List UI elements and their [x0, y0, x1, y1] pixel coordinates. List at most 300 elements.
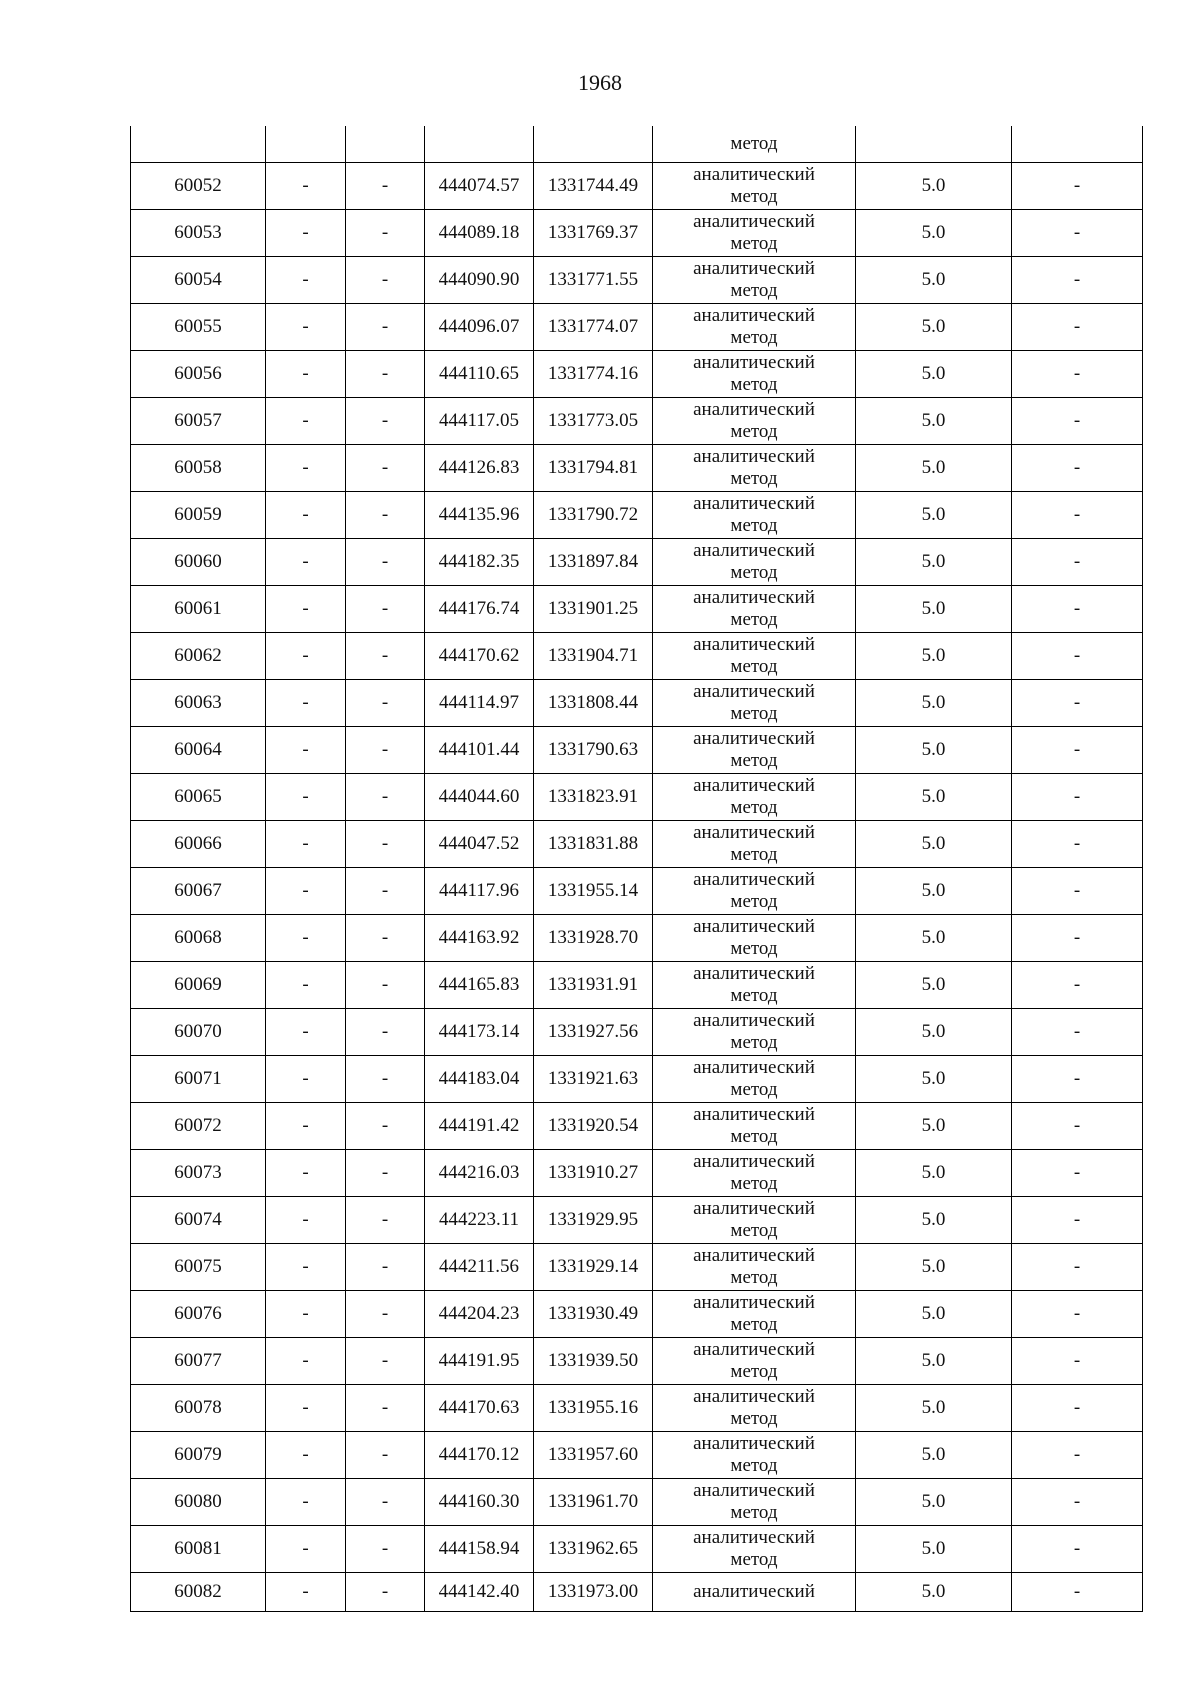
- method-cell: [653, 351, 856, 398]
- point-id-cell: 60072: [131, 1103, 266, 1150]
- column-2-cell: -: [266, 1432, 346, 1479]
- point-id-cell: 60059: [131, 492, 266, 539]
- x-coordinate-cell: 444216.03: [425, 1150, 534, 1197]
- point-id-cell: 60077: [131, 1338, 266, 1385]
- column-2-cell: -: [266, 1056, 346, 1103]
- x-coordinate-cell: 444142.40: [425, 1573, 534, 1612]
- x-coordinate-cell: 444163.92: [425, 915, 534, 962]
- column-3-cell: -: [346, 492, 425, 539]
- column-3-cell: -: [346, 351, 425, 398]
- method-line-1: аналитический: [693, 399, 815, 420]
- x-coordinate-cell: 444176.74: [425, 586, 534, 633]
- method-line-2: метод: [730, 844, 778, 865]
- column-2-cell: -: [266, 1009, 346, 1056]
- method-line-2: метод: [730, 374, 778, 395]
- point-id-cell: 60054: [131, 257, 266, 304]
- method-cell: [653, 492, 856, 539]
- note-cell: -: [1012, 445, 1143, 492]
- accuracy-cell: 5.0: [856, 1103, 1012, 1150]
- column-3-cell: -: [346, 257, 425, 304]
- note-cell: -: [1012, 1197, 1143, 1244]
- method-line-2: метод: [730, 421, 778, 442]
- note-cell: -: [1012, 492, 1143, 539]
- table-row: [131, 727, 1143, 774]
- y-coordinate-cell: 1331927.56: [534, 1009, 653, 1056]
- method-line-2: метод: [730, 468, 778, 489]
- method-text: [653, 1010, 855, 1054]
- table-row: [131, 1479, 1143, 1526]
- method-line-1: аналитический: [693, 1292, 815, 1313]
- accuracy-cell: 5.0: [856, 1385, 1012, 1432]
- method-cell: [653, 1244, 856, 1291]
- method-text: [653, 493, 855, 537]
- method-line-2: метод: [730, 1502, 778, 1523]
- method-line-2: метод: [730, 186, 778, 207]
- note-cell: -: [1012, 1056, 1143, 1103]
- note-cell: -: [1012, 962, 1143, 1009]
- table-row: [131, 210, 1143, 257]
- method-text: [653, 1198, 855, 1242]
- method-line-1: аналитический: [693, 164, 815, 185]
- column-2-cell: -: [266, 539, 346, 586]
- x-coordinate-cell: 444183.04: [425, 1056, 534, 1103]
- accuracy-cell: 5.0: [856, 1291, 1012, 1338]
- note-cell: -: [1012, 586, 1143, 633]
- accuracy-cell: 5.0: [856, 1056, 1012, 1103]
- y-coordinate-cell: 1331957.60: [534, 1432, 653, 1479]
- y-coordinate-cell: 1331769.37: [534, 210, 653, 257]
- x-coordinate-cell: 444223.11: [425, 1197, 534, 1244]
- column-3-cell: -: [346, 1150, 425, 1197]
- method-cell: [653, 1056, 856, 1103]
- column-2-cell: -: [266, 210, 346, 257]
- column-2-cell: -: [266, 1103, 346, 1150]
- x-coordinate-cell: 444044.60: [425, 774, 534, 821]
- table-row: [131, 1526, 1143, 1573]
- method-line-1: аналитический: [693, 1527, 815, 1548]
- note-cell: -: [1012, 633, 1143, 680]
- method-cell: [653, 821, 856, 868]
- method-line-2: метод: [730, 985, 778, 1006]
- method-line-2: метод: [730, 1549, 778, 1570]
- table-cell: [266, 126, 346, 163]
- y-coordinate-cell: 1331928.70: [534, 915, 653, 962]
- column-2-cell: -: [266, 1526, 346, 1573]
- note-cell: -: [1012, 680, 1143, 727]
- table-row: [131, 1338, 1143, 1385]
- x-coordinate-cell: 444114.97: [425, 680, 534, 727]
- column-3-cell: -: [346, 539, 425, 586]
- column-3-cell: -: [346, 398, 425, 445]
- y-coordinate-cell: 1331930.49: [534, 1291, 653, 1338]
- method-cell: [653, 1338, 856, 1385]
- x-coordinate-cell: 444090.90: [425, 257, 534, 304]
- accuracy-cell: 5.0: [856, 633, 1012, 680]
- method-cell: [653, 1526, 856, 1573]
- point-id-cell: 60061: [131, 586, 266, 633]
- note-cell: -: [1012, 1526, 1143, 1573]
- point-id-cell: 60081: [131, 1526, 266, 1573]
- accuracy-cell: 5.0: [856, 492, 1012, 539]
- column-3-cell: -: [346, 1103, 425, 1150]
- accuracy-cell: 5.0: [856, 1432, 1012, 1479]
- y-coordinate-cell: 1331904.71: [534, 633, 653, 680]
- y-coordinate-cell: 1331931.91: [534, 962, 653, 1009]
- column-3-cell: -: [346, 962, 425, 1009]
- method-cell: [653, 445, 856, 492]
- table-row: [131, 1150, 1143, 1197]
- method-cell: [653, 1385, 856, 1432]
- note-cell: -: [1012, 727, 1143, 774]
- note-cell: -: [1012, 257, 1143, 304]
- note-cell: -: [1012, 1244, 1143, 1291]
- method-line-2: метод: [730, 1126, 778, 1147]
- method-line-1: аналитический: [693, 869, 815, 890]
- point-id-cell: 60076: [131, 1291, 266, 1338]
- table-row: [131, 304, 1143, 351]
- method-text: [653, 963, 855, 1007]
- method-text: [653, 211, 855, 255]
- y-coordinate-cell: 1331939.50: [534, 1338, 653, 1385]
- point-id-cell: 60058: [131, 445, 266, 492]
- method-line-2: метод: [730, 327, 778, 348]
- method-cell: [653, 539, 856, 586]
- x-coordinate-cell: 444074.57: [425, 163, 534, 210]
- column-2-cell: -: [266, 1338, 346, 1385]
- method-cell: [653, 1103, 856, 1150]
- note-cell: -: [1012, 1573, 1143, 1612]
- point-id-cell: 60062: [131, 633, 266, 680]
- column-3-cell: -: [346, 586, 425, 633]
- accuracy-cell: 5.0: [856, 1526, 1012, 1573]
- x-coordinate-cell: 444165.83: [425, 962, 534, 1009]
- accuracy-cell: 5.0: [856, 445, 1012, 492]
- x-coordinate-cell: 444135.96: [425, 492, 534, 539]
- method-cell: [653, 727, 856, 774]
- method-cell: метод: [653, 126, 856, 163]
- accuracy-cell: 5.0: [856, 351, 1012, 398]
- point-id-cell: 60080: [131, 1479, 266, 1526]
- continuation-row: [131, 126, 1143, 163]
- method-text: [653, 1433, 855, 1477]
- column-3-cell: -: [346, 915, 425, 962]
- table-row: [131, 351, 1143, 398]
- method-line-1: аналитический: [693, 305, 815, 326]
- method-text: [653, 775, 855, 819]
- y-coordinate-cell: 1331794.81: [534, 445, 653, 492]
- accuracy-cell: 5.0: [856, 586, 1012, 633]
- method-text: [653, 1292, 855, 1336]
- y-coordinate-cell: 1331929.95: [534, 1197, 653, 1244]
- column-3-cell: -: [346, 1432, 425, 1479]
- method-line-2: метод: [730, 1455, 778, 1476]
- accuracy-cell: 5.0: [856, 680, 1012, 727]
- table-row: [131, 680, 1143, 727]
- y-coordinate-cell: 1331955.14: [534, 868, 653, 915]
- method-line-1: аналитический: [693, 1245, 815, 1266]
- point-id-cell: 60052: [131, 163, 266, 210]
- method-line-1: аналитический: [693, 822, 815, 843]
- point-id-cell: 60075: [131, 1244, 266, 1291]
- accuracy-cell: 5.0: [856, 1573, 1012, 1612]
- y-coordinate-cell: 1331961.70: [534, 1479, 653, 1526]
- table-cell: [856, 126, 1012, 163]
- column-2-cell: -: [266, 915, 346, 962]
- point-id-cell: 60053: [131, 210, 266, 257]
- y-coordinate-cell: 1331920.54: [534, 1103, 653, 1150]
- method-line-2: метод: [730, 233, 778, 254]
- method-line-2: метод: [730, 280, 778, 301]
- note-cell: -: [1012, 1291, 1143, 1338]
- accuracy-cell: 5.0: [856, 1150, 1012, 1197]
- accuracy-cell: 5.0: [856, 821, 1012, 868]
- method-text: [653, 587, 855, 631]
- method-cell: [653, 1573, 856, 1612]
- point-id-cell: 60071: [131, 1056, 266, 1103]
- table-row: [131, 1056, 1143, 1103]
- method-line-1: аналитический: [693, 211, 815, 232]
- method-cell: [653, 1150, 856, 1197]
- x-coordinate-cell: 444160.30: [425, 1479, 534, 1526]
- note-cell: -: [1012, 163, 1143, 210]
- column-3-cell: -: [346, 727, 425, 774]
- accuracy-cell: 5.0: [856, 257, 1012, 304]
- accuracy-cell: 5.0: [856, 163, 1012, 210]
- accuracy-cell: 5.0: [856, 1197, 1012, 1244]
- accuracy-cell: 5.0: [856, 398, 1012, 445]
- method-cell: [653, 1291, 856, 1338]
- method-text: [653, 352, 855, 396]
- accuracy-cell: 5.0: [856, 304, 1012, 351]
- column-2-cell: -: [266, 351, 346, 398]
- y-coordinate-cell: 1331808.44: [534, 680, 653, 727]
- method-text: [653, 258, 855, 302]
- method-cell: [653, 774, 856, 821]
- point-id-cell: 60065: [131, 774, 266, 821]
- method-line-1: аналитический: [693, 634, 815, 655]
- table-row: [131, 774, 1143, 821]
- method-line-2: метод: [730, 1220, 778, 1241]
- method-line-1: аналитический: [693, 1480, 815, 1501]
- x-coordinate-cell: 444191.42: [425, 1103, 534, 1150]
- y-coordinate-cell: 1331744.49: [534, 163, 653, 210]
- table-row: [131, 633, 1143, 680]
- method-line-2: метод: [730, 703, 778, 724]
- method-cell: [653, 633, 856, 680]
- accuracy-cell: 5.0: [856, 915, 1012, 962]
- y-coordinate-cell: 1331773.05: [534, 398, 653, 445]
- note-cell: -: [1012, 304, 1143, 351]
- accuracy-cell: 5.0: [856, 539, 1012, 586]
- method-cell: [653, 962, 856, 1009]
- method-text: [653, 1339, 855, 1383]
- method-text: [653, 634, 855, 678]
- method-cell: [653, 915, 856, 962]
- column-2-cell: -: [266, 868, 346, 915]
- method-line-1: аналитический: [693, 1581, 815, 1602]
- method-line-2: метод: [730, 609, 778, 630]
- method-line-1: аналитический: [693, 1010, 815, 1031]
- x-coordinate-cell: 444173.14: [425, 1009, 534, 1056]
- note-cell: -: [1012, 1385, 1143, 1432]
- method-text: [653, 681, 855, 725]
- column-2-cell: -: [266, 680, 346, 727]
- y-coordinate-cell: 1331790.72: [534, 492, 653, 539]
- table-row: [131, 586, 1143, 633]
- method-cell: [653, 1479, 856, 1526]
- method-line-1: аналитический: [693, 681, 815, 702]
- note-cell: -: [1012, 1432, 1143, 1479]
- column-3-cell: -: [346, 1385, 425, 1432]
- method-cell: [653, 398, 856, 445]
- x-coordinate-cell: 444089.18: [425, 210, 534, 257]
- method-line-1: аналитический: [693, 1104, 815, 1125]
- column-2-cell: -: [266, 1244, 346, 1291]
- column-2-cell: -: [266, 398, 346, 445]
- method-line-2: метод: [730, 1173, 778, 1194]
- method-text: [653, 164, 855, 208]
- method-text: [653, 540, 855, 584]
- point-id-cell: 60079: [131, 1432, 266, 1479]
- method-cell: [653, 1009, 856, 1056]
- column-3-cell: -: [346, 163, 425, 210]
- method-cell: [653, 210, 856, 257]
- point-id-cell: 60057: [131, 398, 266, 445]
- y-coordinate-cell: 1331771.55: [534, 257, 653, 304]
- point-id-cell: 60078: [131, 1385, 266, 1432]
- column-3-cell: -: [346, 774, 425, 821]
- method-line-1: аналитический: [693, 1057, 815, 1078]
- column-2-cell: -: [266, 586, 346, 633]
- method-text: [653, 1480, 855, 1524]
- accuracy-cell: 5.0: [856, 1244, 1012, 1291]
- method-line-2: метод: [730, 1079, 778, 1100]
- point-id-cell: 60056: [131, 351, 266, 398]
- column-3-cell: -: [346, 1479, 425, 1526]
- column-2-cell: -: [266, 727, 346, 774]
- page-number: 1968: [578, 70, 622, 95]
- table-row: [131, 1432, 1143, 1479]
- column-2-cell: -: [266, 1479, 346, 1526]
- method-text: [653, 1057, 855, 1101]
- point-id-cell: 60060: [131, 539, 266, 586]
- y-coordinate-cell: 1331955.16: [534, 1385, 653, 1432]
- method-line-1: аналитический: [693, 446, 815, 467]
- table-row: [131, 1009, 1143, 1056]
- table-cell: [131, 126, 266, 163]
- note-cell: -: [1012, 1150, 1143, 1197]
- column-3-cell: -: [346, 1338, 425, 1385]
- point-id-cell: 60073: [131, 1150, 266, 1197]
- x-coordinate-cell: 444096.07: [425, 304, 534, 351]
- column-3-cell: -: [346, 304, 425, 351]
- column-2-cell: -: [266, 163, 346, 210]
- column-2-cell: -: [266, 1291, 346, 1338]
- method-text: [653, 916, 855, 960]
- y-coordinate-cell: 1331774.07: [534, 304, 653, 351]
- method-line-2: метод: [730, 515, 778, 536]
- method-line-1: аналитический: [693, 587, 815, 608]
- method-line-1: аналитический: [693, 258, 815, 279]
- method-line-2: метод: [730, 938, 778, 959]
- column-2-cell: -: [266, 1385, 346, 1432]
- column-3-cell: -: [346, 821, 425, 868]
- method-line-1: аналитический: [693, 963, 815, 984]
- point-id-cell: 60070: [131, 1009, 266, 1056]
- accuracy-cell: 5.0: [856, 1009, 1012, 1056]
- note-cell: -: [1012, 868, 1143, 915]
- column-3-cell: -: [346, 1009, 425, 1056]
- table-cell: [425, 126, 534, 163]
- x-coordinate-cell: 444211.56: [425, 1244, 534, 1291]
- column-2-cell: -: [266, 257, 346, 304]
- coordinates-table: [130, 126, 1143, 1612]
- method-line-1: аналитический: [693, 493, 815, 514]
- table-row: [131, 257, 1143, 304]
- column-3-cell: -: [346, 680, 425, 727]
- x-coordinate-cell: 444117.96: [425, 868, 534, 915]
- column-2-cell: -: [266, 633, 346, 680]
- table-row: [131, 539, 1143, 586]
- note-cell: -: [1012, 1479, 1143, 1526]
- table-row: [131, 1573, 1143, 1612]
- method-cell: [653, 868, 856, 915]
- column-3-cell: -: [346, 445, 425, 492]
- point-id-cell: 60064: [131, 727, 266, 774]
- method-text: [653, 1527, 855, 1571]
- note-cell: -: [1012, 1103, 1143, 1150]
- method-line-2: метод: [730, 1408, 778, 1429]
- table-cell: [1012, 126, 1143, 163]
- point-id-cell: 60068: [131, 915, 266, 962]
- table-row: [131, 1385, 1143, 1432]
- method-cell: [653, 586, 856, 633]
- column-2-cell: -: [266, 304, 346, 351]
- accuracy-cell: 5.0: [856, 210, 1012, 257]
- method-line-1: аналитический: [693, 1151, 815, 1172]
- table-cell: [534, 126, 653, 163]
- note-cell: -: [1012, 1009, 1143, 1056]
- table-row: [131, 1197, 1143, 1244]
- method-line-2: метод: [730, 1361, 778, 1382]
- note-cell: -: [1012, 351, 1143, 398]
- table-row: [131, 163, 1143, 210]
- accuracy-cell: 5.0: [856, 774, 1012, 821]
- point-id-cell: 60055: [131, 304, 266, 351]
- x-coordinate-cell: 444117.05: [425, 398, 534, 445]
- note-cell: -: [1012, 915, 1143, 962]
- y-coordinate-cell: 1331790.63: [534, 727, 653, 774]
- method-line-1: аналитический: [693, 728, 815, 749]
- method-text: [653, 869, 855, 913]
- column-3-cell: -: [346, 1291, 425, 1338]
- column-2-cell: -: [266, 774, 346, 821]
- x-coordinate-cell: 444170.62: [425, 633, 534, 680]
- x-coordinate-cell: 444101.44: [425, 727, 534, 774]
- method-line-1: аналитический: [693, 1386, 815, 1407]
- method-cell: [653, 163, 856, 210]
- note-cell: -: [1012, 774, 1143, 821]
- point-id-cell: 60074: [131, 1197, 266, 1244]
- method-cell: [653, 257, 856, 304]
- note-cell: -: [1012, 821, 1143, 868]
- table-row: [131, 962, 1143, 1009]
- table-cell: [346, 126, 425, 163]
- method-text: [653, 1386, 855, 1430]
- note-cell: -: [1012, 539, 1143, 586]
- column-2-cell: -: [266, 1197, 346, 1244]
- method-line-2: метод: [730, 1267, 778, 1288]
